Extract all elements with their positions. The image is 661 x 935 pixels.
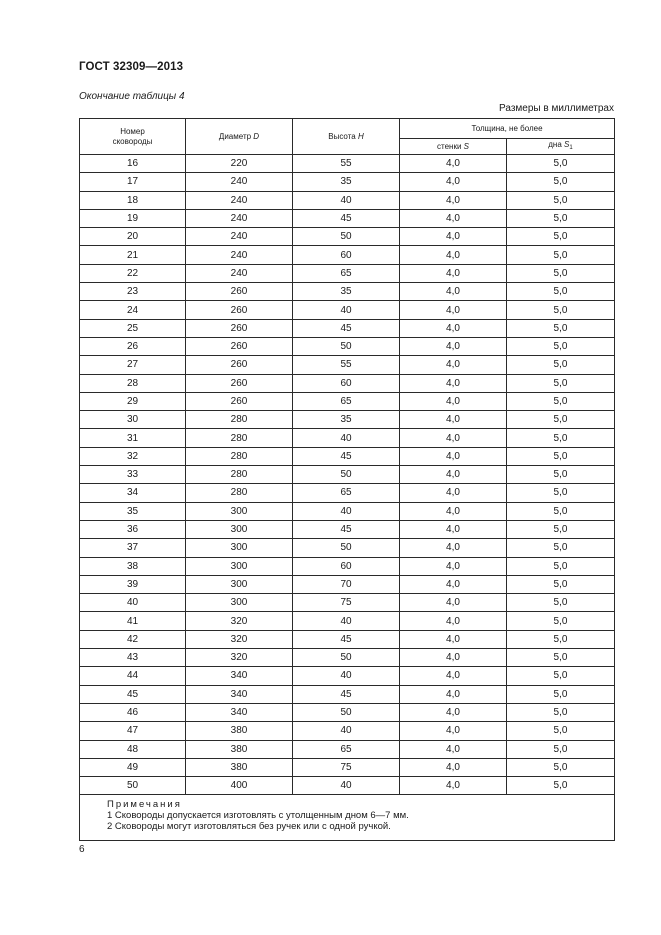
cell-diameter: 260 xyxy=(186,356,293,374)
cell-number: 16 xyxy=(80,155,186,173)
cell-bottom-thickness: 5,0 xyxy=(507,228,615,246)
cell-wall-thickness: 4,0 xyxy=(400,575,507,593)
cell-number: 27 xyxy=(80,356,186,374)
cell-number: 17 xyxy=(80,173,186,191)
table-row xyxy=(80,557,615,575)
cell-number: 33 xyxy=(80,466,186,484)
notes-title: Примечания xyxy=(107,799,182,811)
cell-wall-thickness: 4,0 xyxy=(400,649,507,667)
cell-wall-thickness: 4,0 xyxy=(400,191,507,209)
table-header xyxy=(80,119,615,155)
cell-diameter: 240 xyxy=(186,264,293,282)
table-row xyxy=(80,758,615,776)
cell-height: 65 xyxy=(293,264,400,282)
cell-height: 65 xyxy=(293,740,400,758)
table-row xyxy=(80,539,615,557)
table-row xyxy=(80,520,615,538)
cell-diameter: 220 xyxy=(186,155,293,173)
column-header-number-line2: сковороды xyxy=(112,136,153,146)
cell-wall-thickness: 4,0 xyxy=(400,703,507,721)
cell-number: 23 xyxy=(80,283,186,301)
cell-height: 50 xyxy=(293,337,400,355)
cell-height: 50 xyxy=(293,649,400,667)
table-row xyxy=(80,722,615,740)
cell-bottom-thickness: 5,0 xyxy=(507,356,615,374)
table-row xyxy=(80,264,615,282)
cell-bottom-thickness: 5,0 xyxy=(507,557,615,575)
cell-wall-thickness: 4,0 xyxy=(400,429,507,447)
table-row xyxy=(80,777,615,795)
cell-number: 46 xyxy=(80,703,186,721)
cell-wall-thickness: 4,0 xyxy=(400,667,507,685)
cell-number: 50 xyxy=(80,777,186,795)
cell-diameter: 300 xyxy=(186,520,293,538)
cell-number: 36 xyxy=(80,520,186,538)
cell-wall-thickness: 4,0 xyxy=(400,466,507,484)
column-header-wall-label: стенки xyxy=(437,141,462,151)
table-row xyxy=(80,429,615,447)
table-notes xyxy=(80,795,615,841)
cell-diameter: 240 xyxy=(186,246,293,264)
cell-bottom-thickness: 5,0 xyxy=(507,649,615,667)
cell-bottom-thickness: 5,0 xyxy=(507,703,615,721)
cell-wall-thickness: 4,0 xyxy=(400,520,507,538)
cell-wall-thickness: 4,0 xyxy=(400,319,507,337)
cell-bottom-thickness: 5,0 xyxy=(507,173,615,191)
cell-diameter: 320 xyxy=(186,630,293,648)
cell-number: 35 xyxy=(80,502,186,520)
column-header-bottom xyxy=(507,139,615,155)
cell-diameter: 260 xyxy=(186,337,293,355)
cell-number: 43 xyxy=(80,649,186,667)
cell-wall-thickness: 4,0 xyxy=(400,594,507,612)
table-row xyxy=(80,319,615,337)
cell-bottom-thickness: 5,0 xyxy=(507,337,615,355)
cell-number: 40 xyxy=(80,594,186,612)
cell-diameter: 300 xyxy=(186,539,293,557)
cell-height: 55 xyxy=(293,155,400,173)
table-row xyxy=(80,703,615,721)
cell-bottom-thickness: 5,0 xyxy=(507,630,615,648)
cell-height: 45 xyxy=(293,319,400,337)
cell-height: 55 xyxy=(293,356,400,374)
table-row xyxy=(80,337,615,355)
cell-bottom-thickness: 5,0 xyxy=(507,155,615,173)
table-row xyxy=(80,392,615,410)
cell-bottom-thickness: 5,0 xyxy=(507,539,615,557)
cell-height: 40 xyxy=(293,429,400,447)
note-item: 1 Сковороды допускается изготовлять с утолщенным дном 6—7 мм. xyxy=(107,810,409,822)
cell-bottom-thickness: 5,0 xyxy=(507,301,615,319)
column-header-wall-var: S xyxy=(463,141,469,151)
cell-bottom-thickness: 5,0 xyxy=(507,392,615,410)
cell-number: 48 xyxy=(80,740,186,758)
cell-wall-thickness: 4,0 xyxy=(400,209,507,227)
cell-height: 45 xyxy=(293,630,400,648)
cell-diameter: 300 xyxy=(186,594,293,612)
cell-height: 50 xyxy=(293,539,400,557)
table-row xyxy=(80,411,615,429)
cell-wall-thickness: 4,0 xyxy=(400,758,507,776)
column-header-bottom-sub: 1 xyxy=(569,145,573,151)
column-header-diameter xyxy=(186,119,293,155)
table-row xyxy=(80,246,615,264)
cell-bottom-thickness: 5,0 xyxy=(507,447,615,465)
cell-wall-thickness: 4,0 xyxy=(400,228,507,246)
cell-bottom-thickness: 5,0 xyxy=(507,246,615,264)
cell-diameter: 300 xyxy=(186,575,293,593)
cell-height: 45 xyxy=(293,209,400,227)
cell-number: 29 xyxy=(80,392,186,410)
cell-diameter: 260 xyxy=(186,374,293,392)
table-row xyxy=(80,447,615,465)
cell-diameter: 280 xyxy=(186,484,293,502)
cell-bottom-thickness: 5,0 xyxy=(507,209,615,227)
units-note: Размеры в миллиметрах xyxy=(499,103,614,114)
column-header-height-label: Высота xyxy=(328,131,356,141)
column-header-bottom-label: дна xyxy=(548,140,562,149)
cell-bottom-thickness: 5,0 xyxy=(507,484,615,502)
cell-height: 40 xyxy=(293,301,400,319)
column-header-wall xyxy=(400,139,507,155)
table-row xyxy=(80,191,615,209)
cell-height: 45 xyxy=(293,447,400,465)
cell-wall-thickness: 4,0 xyxy=(400,411,507,429)
cell-wall-thickness: 4,0 xyxy=(400,246,507,264)
cell-height: 45 xyxy=(293,685,400,703)
table-row xyxy=(80,740,615,758)
column-header-diameter-var: D xyxy=(253,131,260,141)
cell-height: 35 xyxy=(293,283,400,301)
cell-wall-thickness: 4,0 xyxy=(400,356,507,374)
cell-wall-thickness: 4,0 xyxy=(400,630,507,648)
column-header-height-var: H xyxy=(357,131,364,141)
column-header-number xyxy=(80,119,186,155)
cell-diameter: 260 xyxy=(186,301,293,319)
table-row xyxy=(80,173,615,191)
cell-wall-thickness: 4,0 xyxy=(400,612,507,630)
cell-number: 41 xyxy=(80,612,186,630)
cell-bottom-thickness: 5,0 xyxy=(507,575,615,593)
cell-number: 31 xyxy=(80,429,186,447)
cell-diameter: 240 xyxy=(186,209,293,227)
cell-diameter: 380 xyxy=(186,740,293,758)
cell-bottom-thickness: 5,0 xyxy=(507,374,615,392)
cell-number: 37 xyxy=(80,539,186,557)
cell-bottom-thickness: 5,0 xyxy=(507,667,615,685)
table-row xyxy=(80,612,615,630)
table-row xyxy=(80,283,615,301)
cell-number: 21 xyxy=(80,246,186,264)
cell-number: 38 xyxy=(80,557,186,575)
table-row xyxy=(80,594,615,612)
table-row xyxy=(80,466,615,484)
cell-diameter: 240 xyxy=(186,173,293,191)
cell-diameter: 320 xyxy=(186,649,293,667)
cell-diameter: 240 xyxy=(186,191,293,209)
table-row xyxy=(80,649,615,667)
cell-number: 44 xyxy=(80,667,186,685)
cell-wall-thickness: 4,0 xyxy=(400,155,507,173)
dimensions-table xyxy=(79,118,615,841)
note-item: 2 Сковороды могут изготовляться без ручек или с одной ручкой. xyxy=(107,821,391,833)
table-row xyxy=(80,575,615,593)
cell-bottom-thickness: 5,0 xyxy=(507,502,615,520)
cell-wall-thickness: 4,0 xyxy=(400,539,507,557)
cell-wall-thickness: 4,0 xyxy=(400,173,507,191)
cell-height: 40 xyxy=(293,777,400,795)
cell-height: 40 xyxy=(293,191,400,209)
cell-diameter: 260 xyxy=(186,283,293,301)
cell-height: 50 xyxy=(293,466,400,484)
cell-diameter: 340 xyxy=(186,703,293,721)
table-row xyxy=(80,356,615,374)
cell-height: 50 xyxy=(293,703,400,721)
cell-bottom-thickness: 5,0 xyxy=(507,685,615,703)
table-row xyxy=(80,484,615,502)
cell-bottom-thickness: 5,0 xyxy=(507,520,615,538)
cell-bottom-thickness: 5,0 xyxy=(507,758,615,776)
table-row xyxy=(80,374,615,392)
column-header-number-line1: Номер xyxy=(120,126,145,136)
cell-height: 60 xyxy=(293,374,400,392)
cell-bottom-thickness: 5,0 xyxy=(507,283,615,301)
cell-bottom-thickness: 5,0 xyxy=(507,722,615,740)
cell-height: 75 xyxy=(293,594,400,612)
cell-bottom-thickness: 5,0 xyxy=(507,429,615,447)
cell-diameter: 240 xyxy=(186,228,293,246)
table-row xyxy=(80,502,615,520)
cell-bottom-thickness: 5,0 xyxy=(507,740,615,758)
cell-wall-thickness: 4,0 xyxy=(400,502,507,520)
cell-number: 39 xyxy=(80,575,186,593)
cell-wall-thickness: 4,0 xyxy=(400,392,507,410)
cell-bottom-thickness: 5,0 xyxy=(507,191,615,209)
table-row xyxy=(80,155,615,173)
cell-number: 26 xyxy=(80,337,186,355)
table-row xyxy=(80,228,615,246)
cell-number: 20 xyxy=(80,228,186,246)
table-row xyxy=(80,667,615,685)
cell-number: 18 xyxy=(80,191,186,209)
cell-diameter: 380 xyxy=(186,758,293,776)
cell-number: 47 xyxy=(80,722,186,740)
column-header-height xyxy=(293,119,400,155)
cell-diameter: 260 xyxy=(186,319,293,337)
page-number: 6 xyxy=(79,844,85,855)
cell-number: 24 xyxy=(80,301,186,319)
cell-diameter: 280 xyxy=(186,447,293,465)
cell-diameter: 380 xyxy=(186,722,293,740)
table-body xyxy=(80,155,615,795)
cell-number: 32 xyxy=(80,447,186,465)
table-row xyxy=(80,685,615,703)
cell-height: 65 xyxy=(293,392,400,410)
cell-diameter: 260 xyxy=(186,392,293,410)
cell-height: 75 xyxy=(293,758,400,776)
cell-bottom-thickness: 5,0 xyxy=(507,612,615,630)
cell-wall-thickness: 4,0 xyxy=(400,722,507,740)
cell-bottom-thickness: 5,0 xyxy=(507,594,615,612)
cell-height: 50 xyxy=(293,228,400,246)
cell-height: 70 xyxy=(293,575,400,593)
cell-diameter: 300 xyxy=(186,502,293,520)
cell-wall-thickness: 4,0 xyxy=(400,374,507,392)
cell-wall-thickness: 4,0 xyxy=(400,484,507,502)
cell-height: 35 xyxy=(293,173,400,191)
cell-number: 34 xyxy=(80,484,186,502)
cell-diameter: 280 xyxy=(186,411,293,429)
column-header-diameter-label: Диаметр xyxy=(218,131,252,141)
cell-height: 45 xyxy=(293,520,400,538)
table-row xyxy=(80,630,615,648)
cell-number: 25 xyxy=(80,319,186,337)
cell-bottom-thickness: 5,0 xyxy=(507,264,615,282)
cell-wall-thickness: 4,0 xyxy=(400,777,507,795)
cell-diameter: 300 xyxy=(186,557,293,575)
cell-wall-thickness: 4,0 xyxy=(400,740,507,758)
cell-diameter: 280 xyxy=(186,429,293,447)
table-row xyxy=(80,301,615,319)
cell-height: 40 xyxy=(293,667,400,685)
cell-height: 35 xyxy=(293,411,400,429)
cell-diameter: 340 xyxy=(186,685,293,703)
cell-wall-thickness: 4,0 xyxy=(400,283,507,301)
cell-wall-thickness: 4,0 xyxy=(400,685,507,703)
cell-wall-thickness: 4,0 xyxy=(400,337,507,355)
cell-height: 40 xyxy=(293,502,400,520)
cell-number: 28 xyxy=(80,374,186,392)
cell-wall-thickness: 4,0 xyxy=(400,264,507,282)
cell-number: 45 xyxy=(80,685,186,703)
cell-diameter: 280 xyxy=(186,466,293,484)
cell-bottom-thickness: 5,0 xyxy=(507,777,615,795)
cell-number: 19 xyxy=(80,209,186,227)
cell-number: 30 xyxy=(80,411,186,429)
cell-diameter: 400 xyxy=(186,777,293,795)
cell-number: 42 xyxy=(80,630,186,648)
cell-wall-thickness: 4,0 xyxy=(400,301,507,319)
cell-bottom-thickness: 5,0 xyxy=(507,411,615,429)
cell-height: 60 xyxy=(293,246,400,264)
cell-bottom-thickness: 5,0 xyxy=(507,466,615,484)
table-row xyxy=(80,209,615,227)
cell-bottom-thickness: 5,0 xyxy=(507,319,615,337)
cell-number: 22 xyxy=(80,264,186,282)
cell-diameter: 340 xyxy=(186,667,293,685)
document-id: ГОСТ 32309—2013 xyxy=(79,61,184,73)
column-header-bottom-var: S xyxy=(564,140,570,149)
cell-height: 40 xyxy=(293,722,400,740)
cell-height: 40 xyxy=(293,612,400,630)
column-group-thickness: Толщина, не более xyxy=(400,119,615,139)
cell-wall-thickness: 4,0 xyxy=(400,447,507,465)
cell-number: 49 xyxy=(80,758,186,776)
cell-height: 60 xyxy=(293,557,400,575)
cell-diameter: 320 xyxy=(186,612,293,630)
cell-wall-thickness: 4,0 xyxy=(400,557,507,575)
cell-height: 65 xyxy=(293,484,400,502)
table-caption: Окончание таблицы 4 xyxy=(79,91,185,102)
